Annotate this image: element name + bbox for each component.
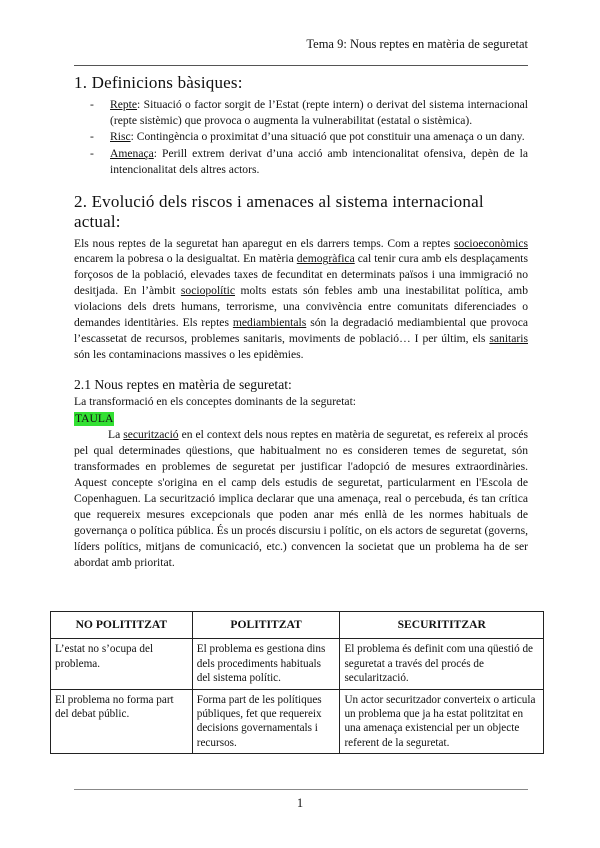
table-header-row [51, 612, 544, 639]
section-1-heading: 1. Definicions bàsiques: [74, 73, 243, 92]
page-number: 1 [296, 796, 304, 810]
comparison-table [50, 611, 544, 754]
definition-text: : Perill extrem derivat d’una acció amb intencionalitat ofensiva, depèn de la intencionalitat dels altres actors. [110, 147, 528, 176]
table-cell: Un actor securitzador converteix o articula un problema que ja ha estat politzitat en una amenaça existencial per un objecte referent de la seguretat. [340, 689, 544, 754]
header-securititzar: SECURITITZAR [340, 612, 544, 639]
main-content [74, 70, 528, 570]
table-row [51, 639, 544, 689]
footer-divider [74, 789, 528, 790]
keyword-demografica: demogràfica [296, 252, 355, 266]
definition-amenaca: - Amenaça: Perill extrem derivat d’una acció amb intencionalitat ofensiva, depèn de la intencionalitat dels altres actors. [90, 147, 528, 176]
header-no-politzat: NO POLITITZAT [51, 612, 193, 639]
definition-text: : Situació o factor sorgit de l’Estat (repte intern) o derivat del sistema internacional (repte sistèmic) que provoca o augmenta la vulnerabilitat (estatal o sistèmica). [110, 98, 528, 127]
definitions-list [74, 97, 528, 178]
table-cell: Forma part de les polítiques públiques, fet que requereix decisions governamentals i recursos. [192, 689, 340, 754]
term-repte: Repte [110, 98, 138, 111]
definition-repte: - Repte: Situació o factor sorgit de l’Estat (repte intern) o derivat del sistema internacional (repte sistèmic) que provoca o augmenta la vulnerabilitat (estatal o sistèmica). [90, 98, 528, 127]
table-cell: El problema no forma part del debat públic. [51, 689, 193, 754]
taula-highlight: TAULA [75, 412, 114, 426]
section-2-paragraph: Els nous reptes de la seguretat han aparegut en els darrers temps. Com a reptes socioeconòmics encarem la pobresa o la desigualtat. En matèria demogràfica cal tenir cura amb els desplaçaments forçosos de la població, elevades taxes de fecunditat en determinats països i una immigració no desitjada. En l’àmbit sociopolític molts estats són febles amb una inestabilitat política, amb violacions dels drets humans, terrorisme, una convivència entre comunitats diferenciades o demandes identitàries. Els reptes mediambientals són la degradació mediambiental que provoca l’escassetat de recursos, problemes sanitaris, moviments de població… I per últim, els sanitaris són les contaminacions massives o les epidèmies. [74, 236, 528, 361]
section-2-heading: 2. Evolució dels riscos i amenaces al sistema internacional actual: [74, 191, 484, 231]
securitzacio-paragraph: La securització en el context dels nous reptes en matèria de seguretat, es refereix al procés pel qual determinades qüestions, que habitualment no es consideren temes de seguretat, són transformades en problemes de seguretat per justificar l'adopció de mesures extraordinàries. Aquest concepte s'origina en el camp dels estudis de seguretat, particularment en l'Escola de Copenhaguen. La securització implica declarar que una amenaça, real o percebuda, és tan crítica que requereix mesures excepcionals que poden anar més enllà de les normes habituals de governança o política pública. És un procés discursiu i polític, on els actors de seguretat (governs, líders polítics, mitjans de comunicació, etc.) convencen la societat que un problema ha de ser abordat amb prioritat. [74, 428, 528, 569]
keyword-mediambientals: mediambientals [232, 316, 307, 330]
header-divider [74, 65, 528, 66]
running-header: Tema 9: Nous reptes en matèria de seguretat [306, 37, 528, 51]
keyword-socioeconomics: socioeconòmics [453, 236, 528, 250]
table-row [51, 689, 544, 754]
keyword-securitzacio: securització [123, 428, 179, 442]
term-risc: Risc [110, 130, 131, 144]
header-politzat: POLITITZAT [192, 612, 340, 639]
keyword-sanitaris: sanitaris [489, 331, 528, 345]
table-cell: El problema és definit com una qüestió de seguretat a través del procés de secularització. [340, 639, 544, 689]
keyword-sociopolitic: sociopolític [180, 284, 235, 298]
section-2-1-heading: 2.1 Nous reptes en matèria de seguretat: [74, 376, 292, 392]
definition-risc: - Risc: Contingència o proximitat d’una situació que pot constituir una amenaça o un dany. [90, 130, 525, 144]
term-amenaca: Amenaça [110, 147, 154, 161]
table-cell: L’estat no s’ocupa del problema. [51, 639, 193, 689]
table-cell: El problema es gestiona dins dels procediments habituals del sistema polític. [192, 639, 340, 689]
section-2-1-intro: La transformació en els conceptes dominants de la seguretat: [74, 394, 357, 408]
definition-text: : Contingència o proximitat d’una situació que pot constituir una amenaça o un dany. [130, 130, 525, 144]
